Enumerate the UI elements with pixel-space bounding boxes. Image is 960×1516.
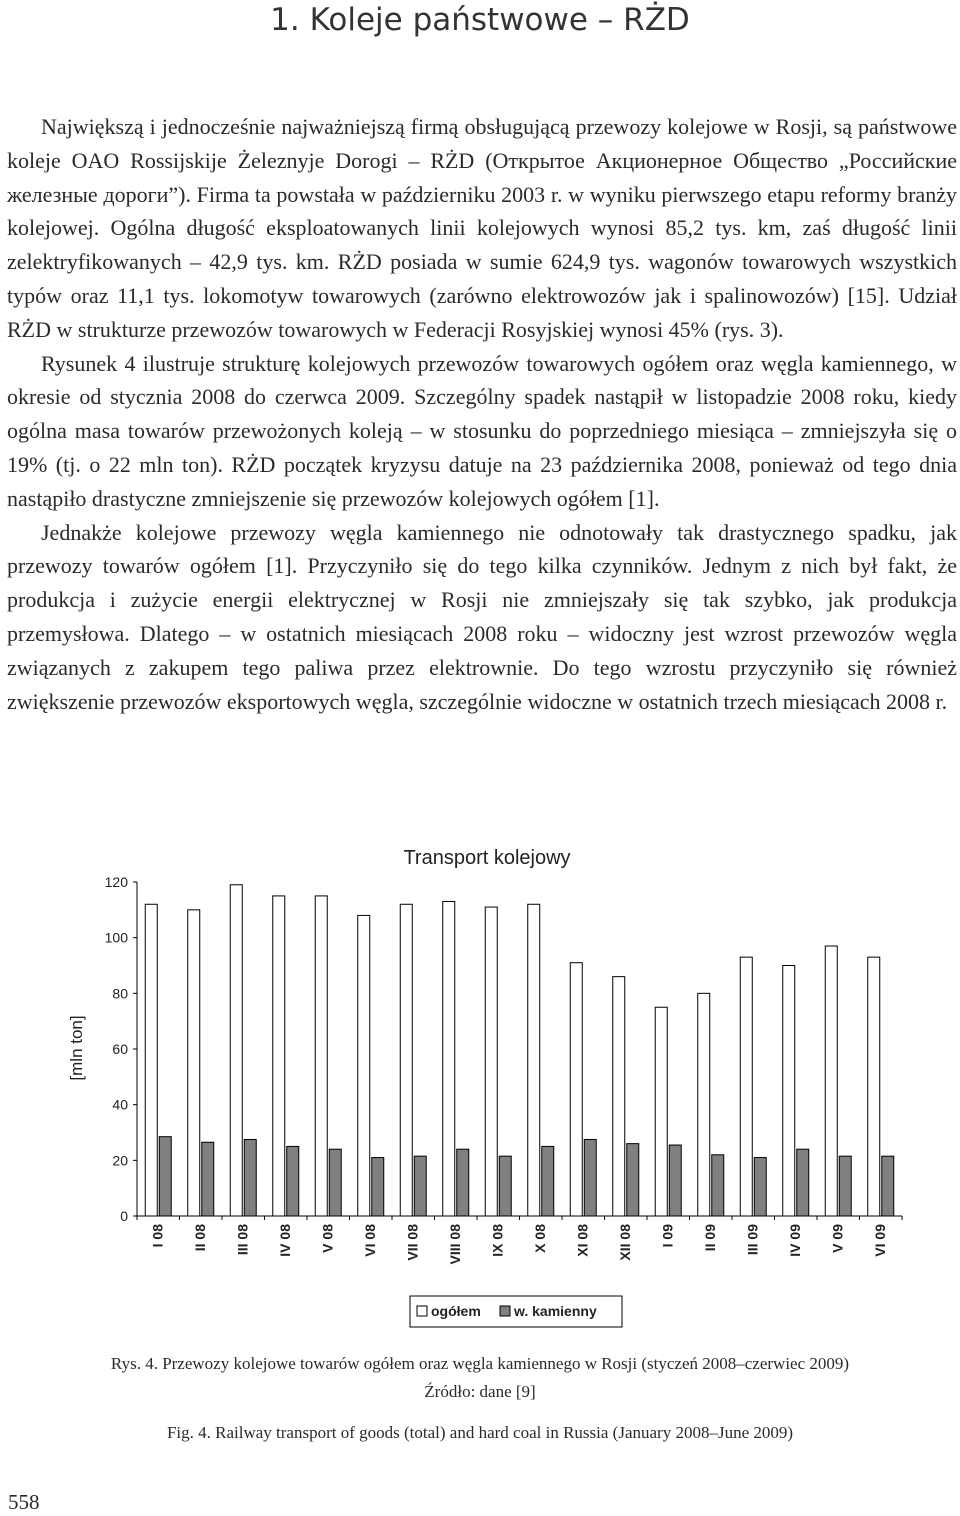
y-tick-label: 120 <box>104 874 128 890</box>
bar-kamienny <box>712 1155 724 1216</box>
legend-label-ogolem: ogółem <box>431 1303 481 1319</box>
x-tick-label: I 08 <box>149 1224 166 1248</box>
x-tick-label: I 09 <box>659 1224 676 1248</box>
bar-kamienny <box>882 1156 894 1216</box>
bar-ogolem <box>613 977 625 1216</box>
x-tick-label: VI 09 <box>871 1224 888 1257</box>
x-tick-label: IV 08 <box>276 1224 293 1257</box>
bar-kamienny <box>584 1139 596 1216</box>
y-axis-label: [mln ton] <box>67 1015 86 1081</box>
x-tick-label: V 09 <box>829 1224 846 1253</box>
bar-ogolem <box>273 896 285 1216</box>
bar-ogolem <box>230 885 242 1216</box>
x-tick-label: XI 08 <box>574 1224 591 1257</box>
paragraph: Największą i jednocześnie najważniejszą firmą obsługującą przewozy kolejowe w Rosji, są państwowe koleje OAO Rossijskije Żeleznyje Dorogi – RŻD (Открытое Акционерное Общество „Российские железные дороги”). Firma ta powstała w październiku 2003 r. w wyniku pierwszego etapu reformy branży kolejowej. Ogólna długość eksploatowanych linii kolejowych wynosi 85,2 tys. km, zaś długość linii zelektryfikowanych – 42,9 tys. km. RŻD posiada w sumie 624,9 tys. wagonów towarowych wszystkich typów oraz 11,1 tys. lokomotyw towarowych (zarówno elektrowozów jak i spalinowozów) [15]. Udział RŻD w strukturze przewozów towarowych w Federacji Rosyjskiej wynosi 45% (rys. 3). <box>7 114 957 342</box>
bar-kamienny <box>754 1158 766 1216</box>
bar-kamienny <box>542 1146 554 1216</box>
bar-ogolem <box>783 966 795 1217</box>
bar-kamienny <box>627 1144 639 1216</box>
x-tick-label: VIII 08 <box>446 1224 463 1265</box>
legend-swatch-ogolem <box>417 1306 427 1316</box>
bar-ogolem <box>400 904 412 1216</box>
bar-kamienny <box>414 1156 426 1216</box>
y-tick-label: 20 <box>112 1152 128 1169</box>
x-tick-label: IV 09 <box>786 1224 803 1257</box>
legend-swatch-kamienny <box>500 1306 510 1316</box>
bar-kamienny <box>287 1146 299 1216</box>
bar-kamienny <box>159 1137 171 1216</box>
legend <box>410 1296 622 1327</box>
bar-chart <box>0 838 960 1338</box>
y-tick-label: 40 <box>112 1096 128 1113</box>
chart-title: Transport kolejowy <box>403 847 571 869</box>
figure-caption-en: Fig. 4. Railway transport of goods (total) and hard coal in Russia (January 2008–June 2009) <box>166 1423 794 1442</box>
y-tick-label: 60 <box>112 1041 128 1057</box>
bar-ogolem <box>528 904 540 1216</box>
bar-ogolem <box>315 896 327 1216</box>
bar-ogolem <box>570 963 582 1216</box>
bar-kamienny <box>499 1156 511 1216</box>
bar-kamienny <box>244 1139 256 1216</box>
page-number: 558 <box>8 1490 40 1514</box>
y-tick-label: 0 <box>120 1208 128 1224</box>
bar-ogolem <box>443 901 455 1216</box>
bar-ogolem <box>655 1007 667 1216</box>
figure-caption-pl: Rys. 4. Przewozy kolejowe towarów ogółem oraz węgla kamiennego w Rosji (styczeń 2008–czerwiec 2009) <box>110 1354 850 1373</box>
x-tick-label: X 08 <box>531 1224 548 1253</box>
bar-kamienny <box>457 1149 469 1216</box>
bar-ogolem <box>145 904 157 1216</box>
x-tick-label: III 09 <box>744 1224 761 1256</box>
bar-kamienny <box>797 1149 809 1216</box>
x-tick-label: VII 08 <box>404 1224 421 1261</box>
bar-kamienny <box>839 1156 851 1216</box>
plot-area <box>105 874 902 1264</box>
paragraph: Jednakże kolejowe przewozy węgla kamiennego nie odnotowały tak drastycznego spadku, jak przewozy towarów ogółem [1]. Przyczyniło się do tego kilka czynników. Jednym z nich był fakt, że produkcja i zużycie energii elektrycznej w Rosji nie zmniejszały się tak szybko, jak produkcja przemysłowa. Dlatego – w ostatnich miesiącach 2008 roku – widoczny jest wzrost przewozów węgla związanych z zakupem tego paliwa przez elektrownie. Do tego wzrostu przyczyniło się również zwiększenie przewozów eksportowych węgla, szczególnie widoczne w ostatnich trzech miesiącach 2008 r. <box>7 519 957 714</box>
x-tick-label: V 08 <box>319 1224 336 1253</box>
bar-ogolem <box>698 993 710 1216</box>
section-heading: 1. Koleje państwowe – RŻD <box>270 2 690 38</box>
x-tick-label: II 09 <box>701 1224 718 1252</box>
bar-kamienny <box>329 1149 341 1216</box>
x-tick-label: II 08 <box>191 1224 208 1252</box>
bar-ogolem <box>188 910 200 1216</box>
x-tick-label: XII 08 <box>616 1224 633 1261</box>
body-text <box>7 110 957 718</box>
bar-ogolem <box>825 946 837 1216</box>
chart-figure <box>0 838 960 1338</box>
x-tick-label: III 08 <box>234 1224 251 1256</box>
bar-ogolem <box>485 907 497 1216</box>
bar-ogolem <box>358 915 370 1216</box>
bar-ogolem <box>868 957 880 1216</box>
y-tick-label: 80 <box>112 985 128 1002</box>
x-tick-label: VI 08 <box>361 1224 378 1257</box>
bar-kamienny <box>372 1158 384 1216</box>
bar-ogolem <box>740 957 752 1216</box>
y-tick-label: 100 <box>104 929 128 946</box>
bar-kamienny <box>202 1142 214 1216</box>
figure-source: Źródło: dane [9] <box>424 1382 536 1401</box>
paragraph: Rysunek 4 ilustruje strukturę kolejowych przewozów towarowych ogółem oraz węgla kamiennego, w okresie od stycznia 2008 do czerwca 2009. Szczególny spadek nastąpił w listopadzie 2008 roku, kiedy ogólna masa towarów przewożonych koleją – w stosunku do poprzedniego miesiąca – zmniejszyła się o 19% (tj. o 22 mln ton). RŻD początek kryzysu datuje na 23 października 2008, ponieważ od tego dnia nastąpiło drastyczne zmniejszenie się przewozów kolejowych ogółem [1]. <box>7 350 957 511</box>
x-tick-label: IX 08 <box>489 1224 506 1257</box>
bar-kamienny <box>669 1145 681 1216</box>
legend-label-kamienny: w. kamienny <box>514 1303 597 1319</box>
